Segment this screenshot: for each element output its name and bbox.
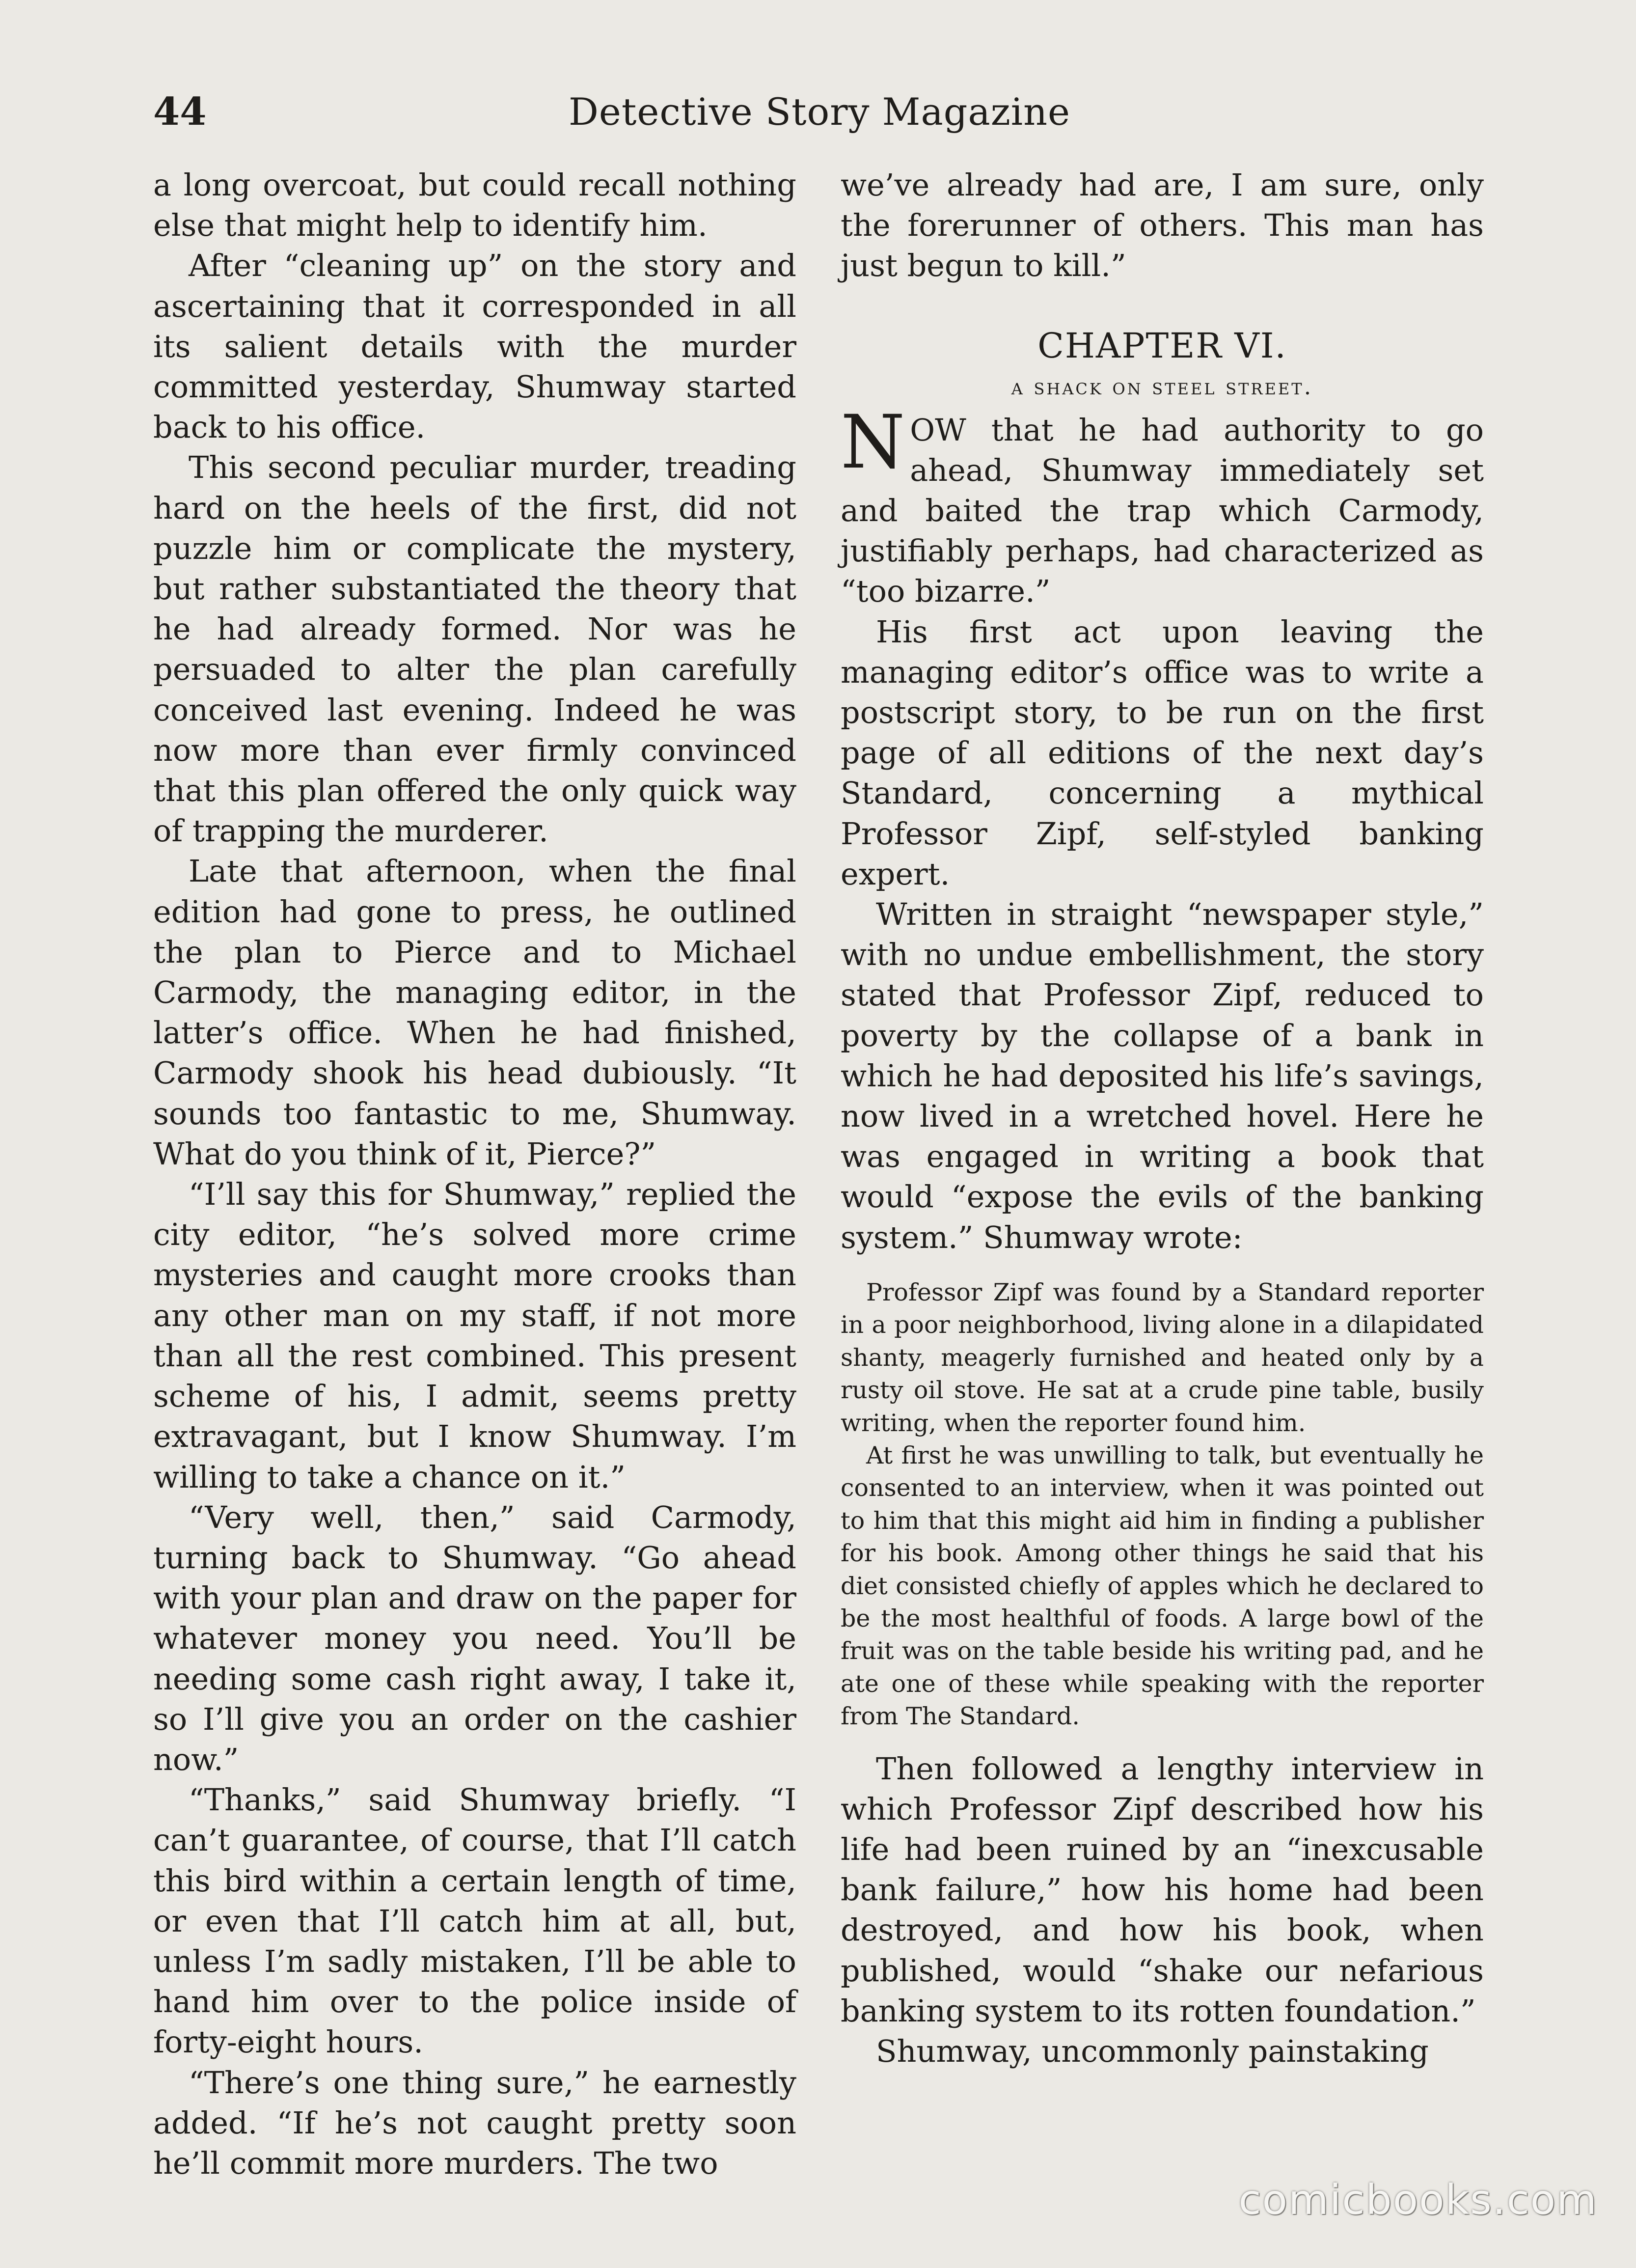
paragraph: After “cleaning up” on the story and ascertaining that it corresponded in all its salient details with the murder committed yesterday, Shumway started back to his office. <box>153 248 796 445</box>
dropcap-paragraph: NOW that he had authority to go ahead, Shumway immediately set and baited the trap which Carmody, justifiably perhaps, had characterized as “too bizarre.” <box>841 399 1484 609</box>
chapter-subtitle: a shack on steel street. <box>1011 373 1313 400</box>
paragraph: “Very well, then,” said Carmody, turning back to Shumway. “Go ahead with your plan and draw on the paper for whatever money you need. You’ll be needing some cash right away, I take it, so I’ll give you an order on the cashier now.” <box>153 1499 796 1777</box>
paragraph: “I’ll say this for Shumway,” replied the city editor, “he’s solved more crime mysteries and caught more crooks than any other man on my staff, if not more than all the rest combined. This present scheme of his, I admit, seems pretty extravagant, but I know Shumway. I’m willing to take a chance on it.” <box>153 1176 796 1495</box>
left-column <box>153 165 796 2184</box>
paragraph: His first act upon leaving the managing editor’s office was to write a postscript story, to be run on the first page of all editions of the next day’s Standard, concerning a mythical Professor Zipf, self-styled banking expert. <box>841 613 1484 892</box>
paragraph: Shumway, uncommonly painstaking <box>876 2033 1429 2069</box>
paragraph: Then followed a lengthy interview in which Professor Zipf described how his life had been ruined by an “inexcusable bank failure,” how his home had been destroyed, and how his book, when published, would “shake our nefarious banking system to its rotten foundation.” <box>841 1750 1484 2029</box>
paragraph: “There’s one thing sure,” he earnestly added. “If he’s not caught pretty soon he’ll commit more murders. The two <box>153 2064 796 2181</box>
paragraph: a long overcoat, but could recall nothing else that might help to identify him. <box>153 167 796 244</box>
paragraph: Written in straight “newspaper style,” with no undue embellishment, the story stated that Professor Zipf, reduced to poverty by the collapse of a bank in which he had deposited his life’s savings, now lived in a wretched hovel. Here he was engaged in writing a book that would “expose the evils of the banking system.” Shumway wrote: <box>841 896 1484 1255</box>
page-header <box>153 83 1486 141</box>
chapter-heading: CHAPTER VI. <box>1037 325 1287 366</box>
paragraph: we’ve already had are, I am sure, only the forerunner of others. This man has just begun to kill.” <box>841 167 1484 284</box>
paragraph: This second peculiar murder, treading hard on the heels of the first, did not puzzle him or complicate the mystery, but rather substantiated the theory that he had already formed. Nor was he persuaded to alter the plan carefully conceived last evening. Indeed he was now more than ever firmly convinced that this plan offered the only quick way of trapping the murderer. <box>153 449 796 849</box>
paragraph: “Thanks,” said Shumway briefly. “I can’t guarantee, of course, that I’ll catch this bird within a certain length of time, or even that I’ll catch him at all, but, unless I’m sadly mistaken, I’ll be able to hand him over to the police inside of forty-eight hours. <box>153 1782 796 2060</box>
watermark: comicbooks.com <box>1238 2176 1598 2224</box>
right-column <box>841 165 1484 2072</box>
quote-paragraph: At first he was unwilling to talk, but eventually he consented to an interview, when it was pointed out to him that this might aid him in finding a publisher for his book. Among other things he said that his diet consisted chiefly of apples which he declared to be the most healthful of foods. A large bowl of the fruit was on the table beside his writing pad, and he ate one of these while speaking with the reporter from The Standard. <box>841 1441 1484 1731</box>
quote-paragraph: Professor Zipf was found by a Standard reporter in a poor neighborhood, living alone in a dilapidated shanty, meagerly furnished and heated only by a rusty oil stove. He sat at a crude pine table, busily writing, when the reporter found him. <box>841 1278 1484 1437</box>
block-quote <box>841 1276 1484 1733</box>
paragraph: Late that afternoon, when the final edition had gone to press, he outlined the plan to Pierce and to Michael Carmody, the managing editor, in the latter’s office. When he had finished, Carmody shook his head dubiously. “It sounds too fantastic to me, Shumway. What do you think of it, Pierce?” <box>153 853 796 1172</box>
magazine-title: Detective Story Magazine <box>568 90 1071 134</box>
page-number: 44 <box>153 89 207 134</box>
